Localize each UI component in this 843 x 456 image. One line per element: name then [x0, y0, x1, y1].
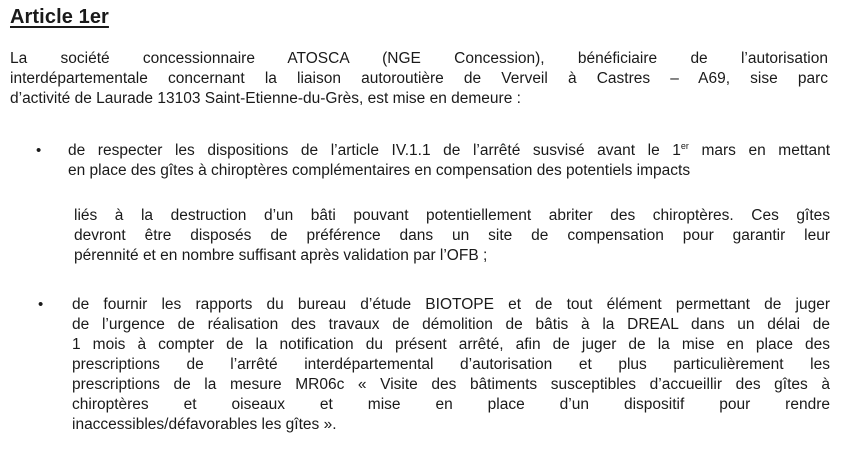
item2-line-3: 1 mois à compter de la notification du présent arrêté, afin de juger de la mise en place des	[72, 336, 830, 353]
intro-line-1: La société concessionnaire ATOSCA (NGE Concession), bénéficiaire de l’autorisation	[10, 50, 828, 67]
item2-line-2: de l’urgence de réalisation des travaux de démolition de bâtis à la DREAL dans un délai de	[72, 316, 830, 333]
bullet-1: •	[36, 142, 42, 159]
bullet-2: •	[38, 296, 44, 313]
item1-line-1-before: de respecter les dispositions de l’article IV.1.1 de l’arrêté susvisé avant le 1	[68, 142, 681, 159]
item2-line-6: chiroptères et oiseaux et mise en place d’un dispositif pour rendre	[72, 396, 830, 413]
item1-cont-line-3: pérennité et en nombre suffisant après validation par l’OFB ;	[74, 247, 488, 264]
ordinal-superscript: er	[680, 140, 689, 151]
intro-line-2: interdépartementale concernant la liaison autoroutière de Verveil à Castres – A69, sise parc	[10, 70, 828, 87]
article-heading: Article 1er	[10, 6, 109, 28]
item2-line-4: prescriptions de l’arrêté interdépartemental d’autorisation et plus particulièrement les	[72, 356, 830, 373]
item2-line-1: de fournir les rapports du bureau d’étude BIOTOPE et de tout élément permettant de juger	[72, 296, 830, 313]
item1-line-2: en place des gîtes à chiroptères complémentaires en compensation des potentiels impacts	[68, 162, 691, 179]
item1-line-1-after: mars en mettant	[688, 142, 830, 159]
intro-line-3: d’activité de Laurade 13103 Saint-Etienne-du-Grès, est mise en demeure :	[10, 90, 521, 107]
item2-line-7: inaccessibles/défavorables les gîtes ».	[72, 416, 337, 433]
item1-cont-line-1: liés à la destruction d’un bâti pouvant potentiellement abriter des chiroptères. Ces gîtes	[74, 207, 830, 224]
item2-line-5: prescriptions de la mesure MR06c « Visite des bâtiments susceptibles d’accueillir des gîtes à	[72, 376, 830, 393]
item1-cont-line-2: devront être disposés de préférence dans un site de compensation pour garantir leur	[74, 227, 830, 244]
item1-line-1	[68, 141, 830, 160]
